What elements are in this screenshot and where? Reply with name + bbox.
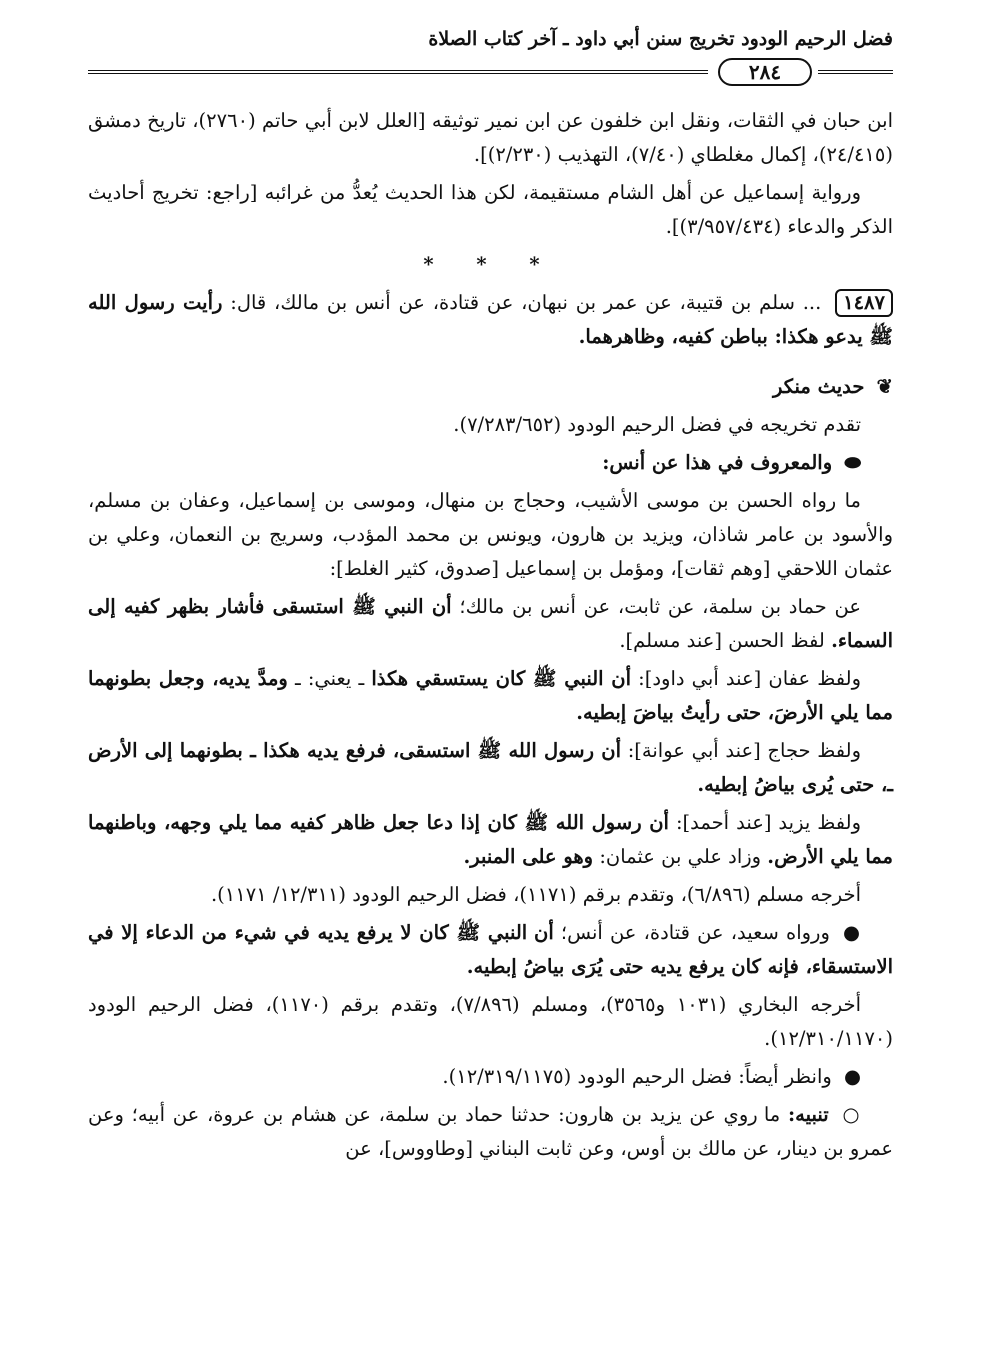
hadith-chain: ... سلم بن قتيبة، عن عمر بن نبهان، عن قتادة، عن أنس بن مالك، قال: [230, 291, 822, 314]
header-rule [88, 58, 893, 88]
paragraph: أخرجه البخاري (١٠٣١ و٣٥٦٥)، ومسلم (٧/٨٩٦)، وتقدم برقم (١١٧٠)، فضل الرحيم الودود (١٢/٣١٠/١١٧٠). [88, 993, 893, 1050]
running-header: فضل الرحيم الودود تخريج سنن أبي داود ـ آخر كتاب الصلاة [428, 28, 893, 50]
paragraph: تقدم تخريجه في فضل الرحيم الودود (٧/٢٨٣/٦٥٢). [453, 413, 861, 436]
header-rule-left [88, 70, 708, 74]
hadith-number-badge: ١٤٨٧ [835, 289, 893, 317]
narration-chain: ولفظ حجاج [عند أبي عوانة]: [627, 739, 861, 762]
narration-chain: ولفظ عفان [عند أبي داود]: [638, 667, 861, 690]
paragraph: أخرجه مسلم (٦/٨٩٦)، وتقدم برقم (١١٧١)، فضل الرحيم الودود (١٢/٣١١/ ١١٧١). [210, 883, 861, 906]
page-body [88, 104, 893, 1170]
bullet-icon: ● [843, 1065, 861, 1088]
bullet-icon: ● [843, 921, 862, 944]
paragraph [88, 806, 893, 874]
grade-line [88, 370, 893, 404]
paragraph [88, 590, 893, 658]
bullet-icon: ⬬ [844, 451, 861, 474]
paragraph-text: ما روي عن يزيد بن هارون: حدثنا حماد بن سلمة، عن هشام بن عروة، عن أبيه؛ وعن عمرو بن دينار، عن مالك بن أوس، وعن ثابت البناني [وطاووس]، عن [88, 1103, 893, 1160]
narration-text: أن رسول الله ﷺ استسقى، فرفع يديه هكذا ـ بطونهما إلى الأرض ـ، حتى يُرى بياضُ إبطيه. [88, 739, 893, 796]
narration-note: لفظ الحسن [عند مسلم]. [619, 629, 825, 652]
hadith-text [88, 286, 893, 354]
hadith-matn: رأيت رسول الله ﷺ يدعو هكذا: بباطن كفيه، وظاهرهما. [88, 291, 893, 348]
narration-text: أن النبي ﷺ كان لا يرفع يديه في شيء من الدعاء إلا في الاستسقاء، فإنه كان يرفع يديه حتى يُرَى بياضُ إبطيه. [88, 921, 893, 978]
paragraph: ورواية إسماعيل عن أهل الشام مستقيمة، لكن هذا الحديث يُعدُّ من غرائبه [راجع: تخريج أحاديث الذكر والدعاء (٣/٩٥٧/٤٣٤)]. [88, 181, 893, 238]
narration-note: ـ يعني: ـ [294, 667, 365, 690]
paragraph: ما رواه الحسن بن موسى الأشيب، وحجاج بن منهال، وموسى بن إسماعيل، وعفان بن مسلم، والأسود بن عامر شاذان، ويزيد بن هارون، ويونس بن محمد المؤدب، وسريج بن النعمان، وعلي بن عثمان اللاحقي [وهم ثقات]، ومؤمل بن إسماعيل [صدوق، كثير الغلط]: [88, 489, 893, 580]
narration-chain: عن حماد بن سلمة، عن ثابت، عن أنس بن مالك؛ [459, 595, 861, 618]
narration-text: أن النبي ﷺ استسقى فأشار بظهر كفيه إلى السماء. [88, 595, 893, 652]
paragraph-text: وانظر أيضاً: فضل الرحيم الودود (١٢/٣١٩/١١٧٥). [442, 1065, 832, 1088]
circle-icon: ○ [842, 1103, 861, 1126]
narration-note: وزاد علي بن عثمان: [599, 845, 762, 868]
page-number-badge: ٢٨٤ [718, 58, 812, 86]
spacer [88, 358, 893, 370]
paragraph [88, 1060, 893, 1094]
narration-text: وهو على المنبر. [463, 845, 594, 868]
hadith-grade: حديث منكر [772, 375, 865, 398]
narration-text: ومدَّ يديه، وجعل بطونهما مما يلي الأرضَ، حتى رأيتُ بياضَ إبطيه. [88, 667, 893, 724]
subheading-text: والمعروف في هذا عن أنس: [602, 451, 833, 474]
subheading [88, 446, 893, 480]
narration-chain: ولفظ يزيد [عند أحمد]: [675, 811, 861, 834]
narration-text: أن رسول الله ﷺ كان إذا دعا جعل ظاهر كفيه مما يلي وجهه، وباطنهما مما يلي الأرض. [88, 811, 893, 868]
section-separator: * * * [423, 253, 558, 276]
narration-text: أن النبي ﷺ كان يستسقي هكذا [371, 667, 632, 690]
paragraph [88, 662, 893, 730]
paragraph [88, 734, 893, 802]
note-label: تنبيه: [787, 1103, 829, 1126]
narration-chain: ورواه سعيد، عن قتادة، عن أنس؛ [560, 921, 830, 944]
paragraph: ابن حبان في الثقات، ونقل ابن خلفون عن ابن نمير توثيقه [العلل لابن أبي حاتم (٢٧٦٠)، تاريخ دمشق (٢٤/٤١٥)، إكمال مغلطاي (٧/٤٠)، التهذيب (٢/٢٣٠)]. [88, 109, 893, 166]
header-rule-right [818, 70, 893, 74]
flower-icon: ❦ [876, 375, 893, 398]
paragraph [88, 1098, 893, 1166]
paragraph [88, 916, 893, 984]
